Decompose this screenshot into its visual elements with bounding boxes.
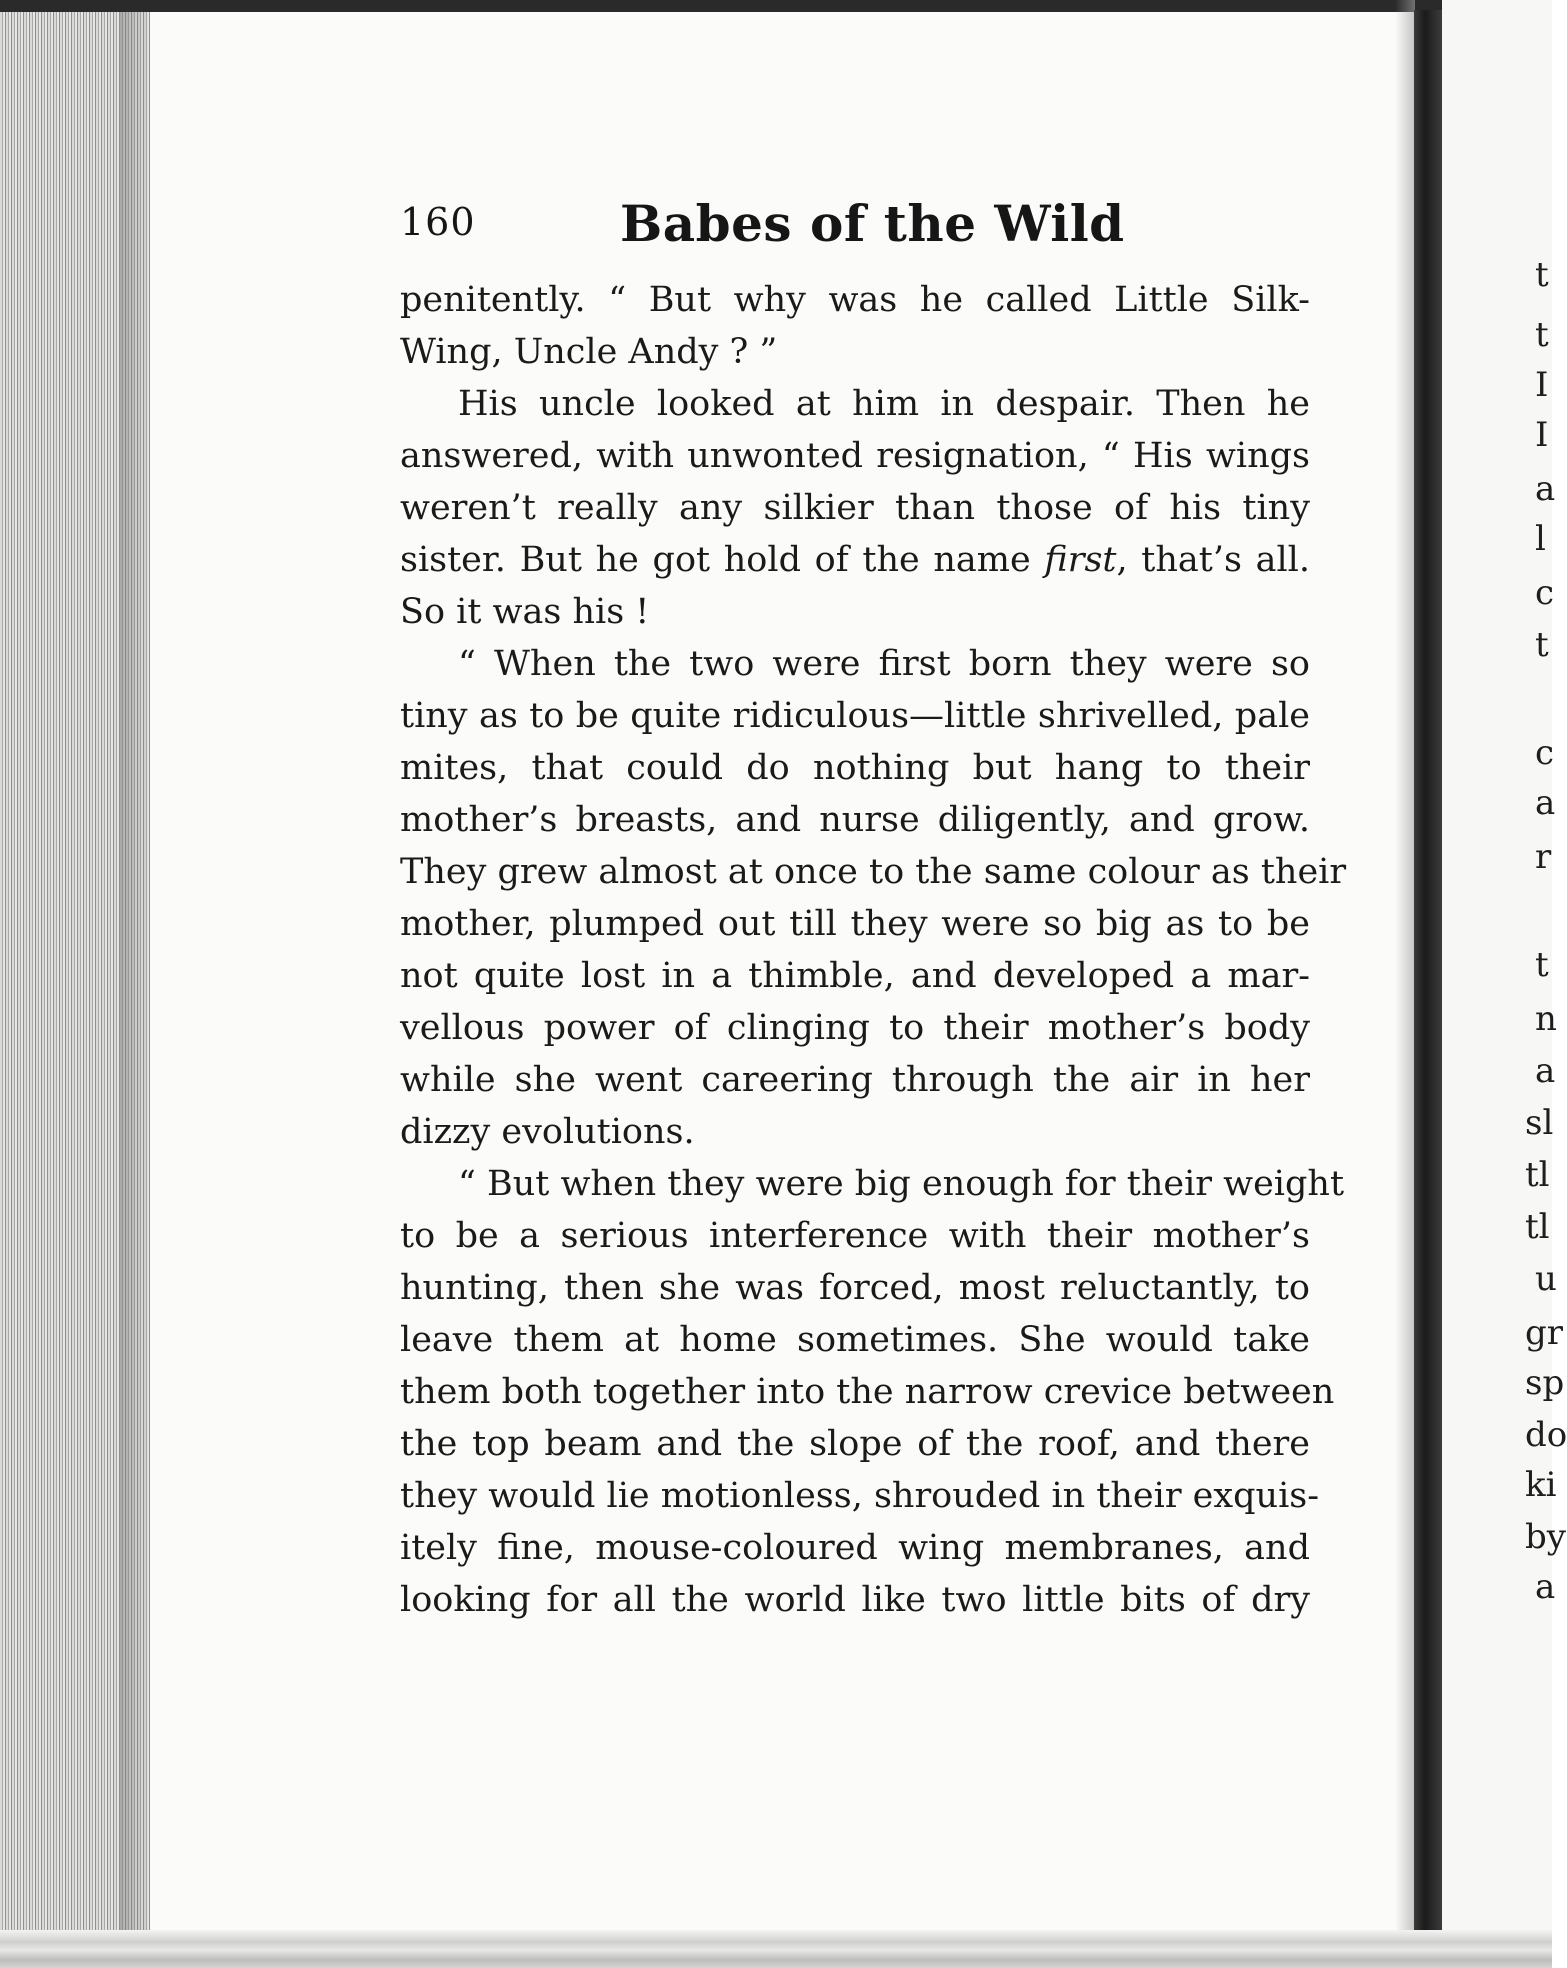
text-line: sister. But he got hold of the name first, that’s all. [400, 540, 1310, 580]
text-line: vellous power of clinging to their mother’s body [400, 1008, 1310, 1048]
facing-page-fragment: c [1535, 573, 1555, 613]
text-line: mother, plumped out till they were so big as to be [400, 904, 1310, 944]
text-line: “ But when they were big enough for their weight [458, 1164, 1345, 1204]
page-header [400, 194, 1230, 254]
text-line: mites, that could do nothing but hang to their [400, 748, 1310, 788]
text-line: dizzy evolutions. [400, 1112, 695, 1152]
text-line: them both together into the narrow crevice between [400, 1372, 1335, 1412]
text-line: tiny as to be quite ridiculous—little shrivelled, pale [400, 696, 1310, 736]
facing-page-fragment: a [1535, 1567, 1556, 1607]
facing-page-fragment: t [1535, 255, 1549, 295]
text-line: answered, with unwonted resignation, “ His wings [400, 436, 1310, 476]
emphasized-word: first [1044, 540, 1117, 580]
facing-page-fragment: tl [1525, 1155, 1550, 1195]
facing-page-fragment: a [1535, 1051, 1556, 1091]
facing-page-fragment: sp [1525, 1363, 1565, 1403]
book-spine [1414, 10, 1442, 1930]
book-page [150, 12, 1395, 1930]
text-line: to be a serious interference with their mother’s [400, 1216, 1310, 1256]
facing-page-fragment: t [1535, 945, 1549, 985]
gutter-shadow [1395, 0, 1415, 1968]
facing-page-fragment: t [1535, 625, 1549, 665]
facing-page-fragment: l [1535, 519, 1546, 559]
text-line: They grew almost at once to the same colour as their [400, 852, 1347, 892]
facing-page-fragment: ki [1525, 1465, 1557, 1505]
text-line: looking for all the world like two little bits of dry [400, 1580, 1310, 1620]
page-body [400, 274, 1347, 1626]
facing-page-fragment: gr [1525, 1313, 1564, 1353]
facing-page-fragment: by [1525, 1517, 1566, 1557]
text-line: itely fine, mouse-coloured wing membranes, and [400, 1528, 1310, 1568]
facing-page-fragment: t [1535, 315, 1549, 355]
facing-page-fragment: c [1535, 733, 1555, 773]
text-line: hunting, then she was forced, most reluctantly, to [400, 1268, 1310, 1308]
text-line: while she went careering through the air in her [400, 1060, 1310, 1100]
text-line: His uncle looked at him in despair. Then he [458, 384, 1310, 424]
text-line: leave them at home sometimes. She would take [400, 1320, 1310, 1360]
facing-page-fragment: r [1535, 837, 1552, 877]
text-line: “ When the two were first born they were so [458, 644, 1310, 684]
facing-page-fragment: u [1535, 1259, 1557, 1299]
facing-page-fragment: do [1525, 1415, 1567, 1455]
running-title: Babes of the Wild [620, 194, 1125, 253]
text-line: Wing, Uncle Andy ? ” [400, 332, 778, 372]
page-edge-shadow [120, 0, 150, 1968]
text-line: penitently. “ But why was he called Little Silk- [400, 280, 1310, 320]
facing-page-fragment: tl [1525, 1207, 1550, 1247]
scanner-border [0, 0, 1552, 12]
text-line: not quite lost in a thimble, and developed a mar- [400, 956, 1310, 996]
bottom-page-edge [0, 1930, 1552, 1968]
text-line: So it was his ! [400, 592, 650, 632]
text-line: the top beam and the slope of the roof, and there [400, 1424, 1310, 1464]
text-line: weren’t really any silkier than those of his tiny [400, 488, 1310, 528]
facing-page-fragment: I [1535, 365, 1549, 405]
facing-page [1442, 0, 1567, 1968]
facing-page-fragment: a [1535, 469, 1556, 509]
facing-page-fragment: I [1535, 415, 1549, 455]
text-line: mother’s breasts, and nurse diligently, and grow. [400, 800, 1310, 840]
text-line: they would lie motionless, shrouded in their exquis- [400, 1476, 1320, 1516]
facing-page-fragment: sl [1525, 1103, 1554, 1143]
facing-page-fragment: n [1535, 999, 1557, 1039]
facing-page-fragment: a [1535, 783, 1556, 823]
page-number: 160 [400, 200, 476, 244]
